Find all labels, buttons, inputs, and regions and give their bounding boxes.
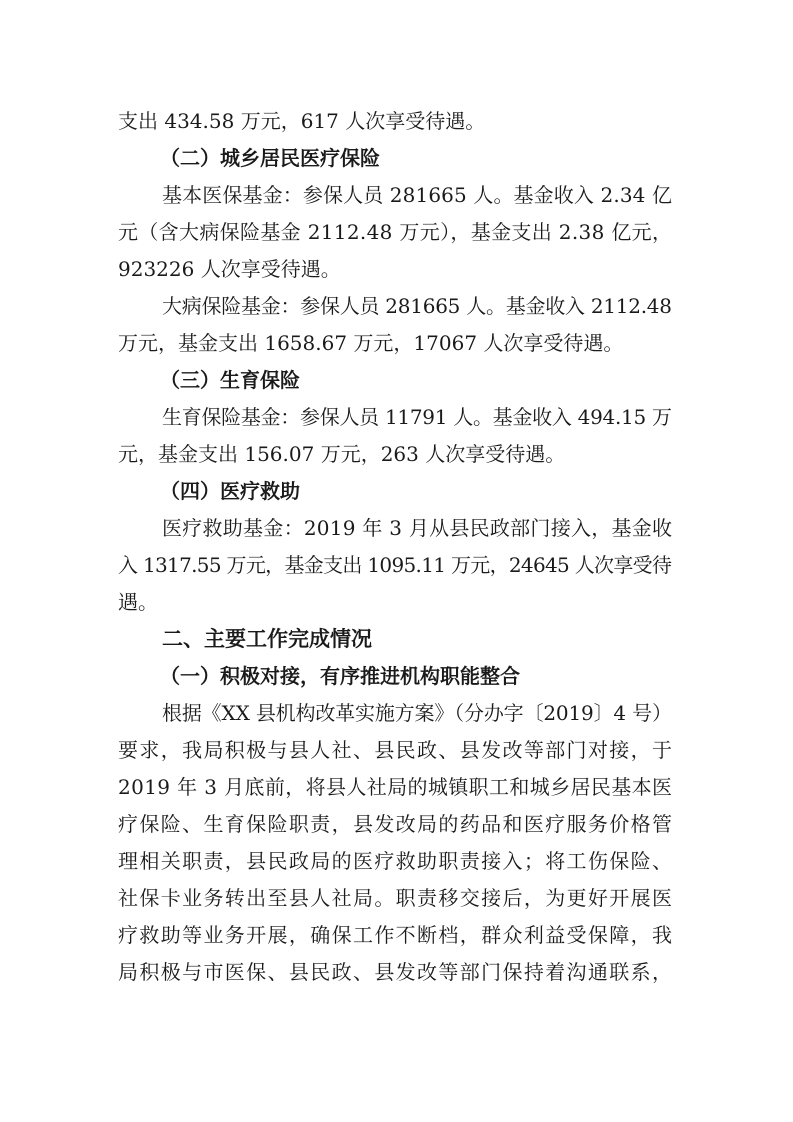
paragraph-line: 遇。 bbox=[118, 590, 158, 614]
paragraph-line: 万元，基金支出 1658.67 万元，17067 人次享受待遇。 bbox=[118, 331, 624, 355]
paragraph-line: 元（含大病保险基金 2112.48 万元），基金支出 2.38 亿元， bbox=[118, 220, 673, 244]
paragraph-line: 疗救助等业务开展，确保工作不断档，群众利益受保障，我 bbox=[118, 923, 674, 947]
paragraph-line: 局积极与市医保、县民政、县发改等部门保持着沟通联系， bbox=[118, 960, 674, 984]
paragraph-line: 根据《XX 县机构改革实施方案》（分办字〔2019〕4 号） bbox=[162, 701, 672, 725]
paragraph-line: 要求，我局积极与县人社、县民政、县发改等部门对接，于 bbox=[118, 738, 674, 762]
paragraph-line: 元，基金支出 156.07 万元，263 人次享受待遇。 bbox=[118, 442, 566, 466]
paragraph-line: 疗保险、生育保险职责，县发改局的药品和医疗服务价格管 bbox=[118, 812, 674, 836]
paragraph-line: 理相关职责，县民政局的医疗救助职责接入；将工伤保险、 bbox=[118, 849, 674, 873]
paragraph-line: 社保卡业务转出至县人社局。职责移交接后，为更好开展医 bbox=[118, 886, 674, 910]
paragraph-line: 大病保险基金：参保人员 281665 人。基金收入 2112.48 bbox=[162, 294, 672, 318]
paragraph-line: 入 1317.55 万元，基金支出 1095.11 万元，24645 人次享受待 bbox=[118, 553, 672, 577]
chapter-heading: 二、主要工作完成情况 bbox=[162, 627, 372, 651]
paragraph-line: 基本医保基金：参保人员 281665 人。基金收入 2.34 亿 bbox=[162, 183, 673, 207]
paragraph-line: 923226 人次享受待遇。 bbox=[118, 257, 341, 281]
paragraph-line: 医疗救助基金：2019 年 3 月从县民政部门接入，基金收 bbox=[162, 516, 673, 540]
section-heading: （四）医疗救助 bbox=[160, 479, 300, 503]
paragraph-line: 2019 年 3 月底前，将县人社局的城镇职工和城乡居民基本医 bbox=[118, 775, 673, 799]
section-heading: （三）生育保险 bbox=[160, 368, 300, 392]
section-heading: （二）城乡居民医疗保险 bbox=[160, 146, 380, 170]
paragraph-line: 生育保险基金：参保人员 11791 人。基金收入 494.15 万 bbox=[162, 405, 672, 429]
paragraph-line: 支出 434.58 万元，617 人次享受待遇。 bbox=[118, 109, 486, 133]
section-heading: （一）积极对接，有序推进机构职能整合 bbox=[160, 664, 520, 688]
